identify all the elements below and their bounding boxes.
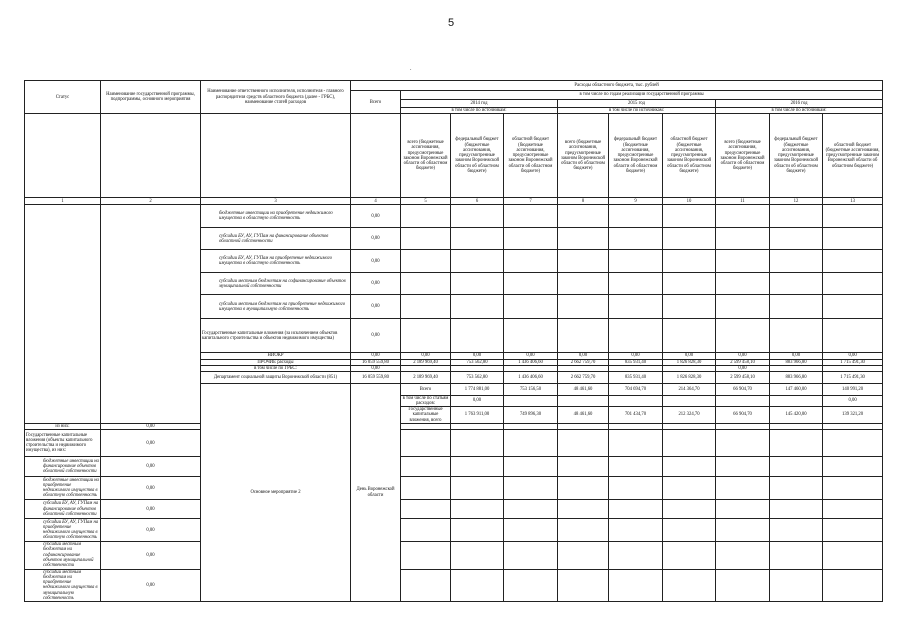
- header-program: Наименование государственной программы, подпрограммы, основного мероприятия: [101, 81, 201, 114]
- table-row: [25, 519, 883, 542]
- value-cell: 749 896,30: [504, 407, 558, 424]
- col-number: 8: [558, 198, 609, 205]
- value-cell: 753 156,50: [504, 384, 558, 396]
- event-name: День Воронежской области: [351, 384, 401, 602]
- sub-federal-2016: федеральный бюджет (бюджетные ассигнования, предусмотренные законом Воронежской области об областном бюджете): [770, 114, 823, 198]
- value-cell: 701 434,70: [609, 407, 663, 424]
- sub-regional-2015: областной бюджет (бюджетные ассигнования, предусмотренные законом Воронежской области об областном бюджете): [663, 114, 716, 198]
- expenses-table: [24, 80, 883, 602]
- expense-item: Государственные капитальные вложения (объекты капитального строительства и недвижимого имущества), из них:: [25, 430, 101, 457]
- value-cell: 0,00: [451, 395, 504, 407]
- sub-federal-2014: федеральный бюджет (бюджетные ассигнования, предусмотренные законом Воронежской области об областном бюджете): [451, 114, 504, 198]
- value-cell: 0,00: [823, 353, 883, 359]
- value-cell: 0,00: [609, 353, 663, 359]
- value-cell: 2 599 458,10: [716, 359, 770, 365]
- col-number: 2: [101, 198, 201, 205]
- total-cell: 0,00: [101, 542, 201, 569]
- value-cell: 883 966,80: [770, 372, 823, 384]
- value-cell: 66 904,70: [716, 407, 770, 424]
- value-cell: 1 436 406,60: [504, 372, 558, 384]
- total-cell: 0,00: [101, 569, 201, 602]
- col-number: 11: [716, 198, 770, 205]
- value-cell: 145 420,00: [770, 407, 823, 424]
- value-cell: 1 715 491,30: [823, 359, 883, 365]
- expense-item: субсидии БУ, АУ, ГУПам на финансирование объектов областной собственности: [25, 500, 101, 519]
- expense-item: субсидии БУ, АУ, ГУПам на финансирование объектов областной собственности: [201, 228, 351, 250]
- header-year-2016: 2016 год: [716, 100, 883, 108]
- value-cell: 753 562,80: [451, 359, 504, 365]
- expense-item: бюджетные инвестиции на финансирование объектов областной собственности: [25, 457, 101, 477]
- total-cell: 0,00: [101, 457, 201, 477]
- prochie-label: ПРОЧИЕ расходы: [201, 359, 351, 365]
- total-cell: 0,00: [351, 319, 401, 353]
- total-cell: 0,00: [351, 228, 401, 250]
- value-cell: 0,00: [663, 353, 716, 359]
- sub-federal-2015: федеральный бюджет (бюджетные ассигнования, предусмотренные законом Воронежской области об областном бюджете): [609, 114, 663, 198]
- header-sources-2016: в том числе по источникам:: [716, 108, 883, 114]
- of-them-label: из них:: [25, 423, 101, 429]
- value-cell: 0,00: [823, 395, 883, 407]
- expense-item: Государственные капитальные вложения (за исключением объектов капитального строительства и объектов недвижимого имущества): [201, 319, 351, 353]
- table-row: [25, 457, 883, 477]
- total-cell: 0,00: [351, 250, 401, 273]
- expense-item: бюджетные инвестиции на приобретение недвижимого имущества в областную собственность: [25, 477, 101, 500]
- page-number: 5: [447, 17, 455, 29]
- col-number: 10: [663, 198, 716, 205]
- value-cell: 704 694,70: [609, 384, 663, 396]
- col-number: 9: [609, 198, 663, 205]
- header-status: Статус: [25, 81, 101, 114]
- total-cell: 0,00: [101, 430, 201, 457]
- col-number: 5: [401, 198, 451, 205]
- niokr-label: НИОКР: [201, 353, 351, 359]
- table-row: [25, 477, 883, 500]
- sub-total-2016: всего (бюджетные ассигнования, предусмотренные законом Воронежской области об областном бюджете): [716, 114, 770, 198]
- value-cell: 1 774 881,00: [451, 384, 504, 396]
- value-cell: 0,00: [716, 353, 770, 359]
- table-row: [25, 500, 883, 519]
- header-year-2014: 2014 год: [401, 100, 558, 108]
- total-cell: 0,00: [101, 500, 201, 519]
- col-number: 12: [770, 198, 823, 205]
- value-cell: 883 966,80: [770, 359, 823, 365]
- sub-regional-2014: областной бюджет (бюджетные ассигнования, предусмотренные законом Воронежской области об областном бюджете): [504, 114, 558, 198]
- value-cell: 1 826 828,30: [663, 359, 716, 365]
- col-number: 6: [451, 198, 504, 205]
- column-numbers-row: [25, 198, 883, 205]
- value-cell: 1 436 406,60: [504, 359, 558, 365]
- col-number: 13: [823, 198, 883, 205]
- value-cell: 835 931,40: [609, 359, 663, 365]
- value-cell: 0,00: [716, 365, 770, 371]
- sub-total-2014: всего (бюджетные ассигнования, предусмотренные законом Воронежской области об областном бюджете): [401, 114, 451, 198]
- value-cell: 16 059 559,80: [351, 359, 401, 365]
- header-year-2015: 2015 год: [558, 100, 716, 108]
- table-row: [25, 542, 883, 569]
- expense-item: субсидии местным бюджетам на приобретение недвижимого имущества в муниципальную собственность: [25, 569, 101, 602]
- value-cell: 0,00: [770, 353, 823, 359]
- total-cell: 0,00: [101, 519, 201, 542]
- value-cell: 16 059 559,80: [351, 372, 401, 384]
- value-cell: 2 189 969,40: [401, 372, 451, 384]
- header-sources-2014: в том числе по источникам:: [401, 108, 558, 114]
- header-sources-2015: в том числе по источникам:: [558, 108, 716, 114]
- sub-total-2015: всего (бюджетные ассигнования, предусмотренные законом Воронежской области об областном бюджете): [558, 114, 609, 198]
- value-cell: 1 763 911,00: [451, 407, 504, 424]
- value-cell: 0,00: [351, 365, 401, 371]
- value-cell: 0,00: [101, 423, 201, 429]
- expense-item: бюджетные инвестиции на приобретение недвижимого имущества в областную собственность: [201, 205, 351, 228]
- value-cell: 140 991,20: [823, 384, 883, 396]
- value-cell: 48 461,60: [558, 407, 609, 424]
- event-total-label: Всего: [401, 384, 451, 396]
- total-cell: 0,00: [351, 273, 401, 295]
- event-status: Основное мероприятие 2: [201, 384, 351, 602]
- value-cell: 2 662 759,70: [558, 372, 609, 384]
- expense-item: субсидии БУ, АУ, ГУПам на приобретение недвижимого имущества в областную собственность: [201, 250, 351, 273]
- value-cell: 212 324,70: [663, 407, 716, 424]
- value-cell: 139 321,20: [823, 407, 883, 424]
- header-total: Всего: [351, 91, 401, 114]
- value-cell: 0,00: [558, 353, 609, 359]
- value-cell: 48 461,60: [558, 384, 609, 396]
- articles-label: в том числе по статьям расходов:: [401, 395, 451, 407]
- expense-item: субсидии местным бюджетам на софинансирование объектов муниципальной собственности: [25, 542, 101, 569]
- table-row: [25, 569, 883, 602]
- expense-item: субсидии местным бюджетам на софинансирование объектов муниципальной собственности: [201, 273, 351, 295]
- value-cell: 214 364,70: [663, 384, 716, 396]
- value-cell: 0,00: [351, 353, 401, 359]
- value-cell: 835 931,40: [609, 372, 663, 384]
- col-number: 3: [201, 198, 351, 205]
- header-by-years: в том числе по годам реализации государственной программы: [401, 91, 883, 100]
- department-label: Департамент социальной защиты Воронежской области (851): [201, 372, 351, 384]
- grbs-label: в том числе по ГРБС:: [201, 365, 351, 371]
- value-cell: 1 715 491,30: [823, 372, 883, 384]
- value-cell: 0,00: [401, 353, 451, 359]
- value-cell: 66 904,70: [716, 384, 770, 396]
- total-cell: 0,00: [351, 295, 401, 319]
- col-number: 7: [504, 198, 558, 205]
- value-cell: 0,00: [504, 353, 558, 359]
- header-executor: Наименование ответственного исполнителя, исполнителя - главного распорядителя средств областного бюджета (далее - ГРБС), наименование статей расходов: [201, 81, 351, 114]
- value-cell: 2 662 759,70: [558, 359, 609, 365]
- col-number: 4: [351, 198, 401, 205]
- sub-regional-2016: областной бюджет (бюджетные ассигнования, предусмотренные законом Воронежской области об областном бюджете): [823, 114, 883, 198]
- value-cell: 1 826 828,30: [663, 372, 716, 384]
- value-cell: 753 562,80: [451, 372, 504, 384]
- col-number: 1: [25, 198, 101, 205]
- capital-label: Государственные капитальные вложения, всего: [401, 407, 451, 424]
- expense-item: субсидии местным бюджетам на приобретение недвижимого имущества в муниципальную собственность: [201, 295, 351, 319]
- value-cell: 2 599 458,10: [716, 372, 770, 384]
- value-cell: 0,00: [451, 353, 504, 359]
- value-cell: 147 460,00: [770, 384, 823, 396]
- total-cell: 0,00: [101, 477, 201, 500]
- table-row: [25, 430, 883, 457]
- value-cell: 2 189 969,40: [401, 359, 451, 365]
- total-cell: 0,00: [351, 205, 401, 228]
- expense-item: субсидии БУ, АУ, ГУПам на приобретение недвижимого имущества в областную собственность: [25, 519, 101, 542]
- table-row: [25, 205, 883, 228]
- scan-dot: .: [410, 66, 412, 72]
- header-expenses: Расходы областного бюджета, тыс. рублей: [351, 81, 883, 91]
